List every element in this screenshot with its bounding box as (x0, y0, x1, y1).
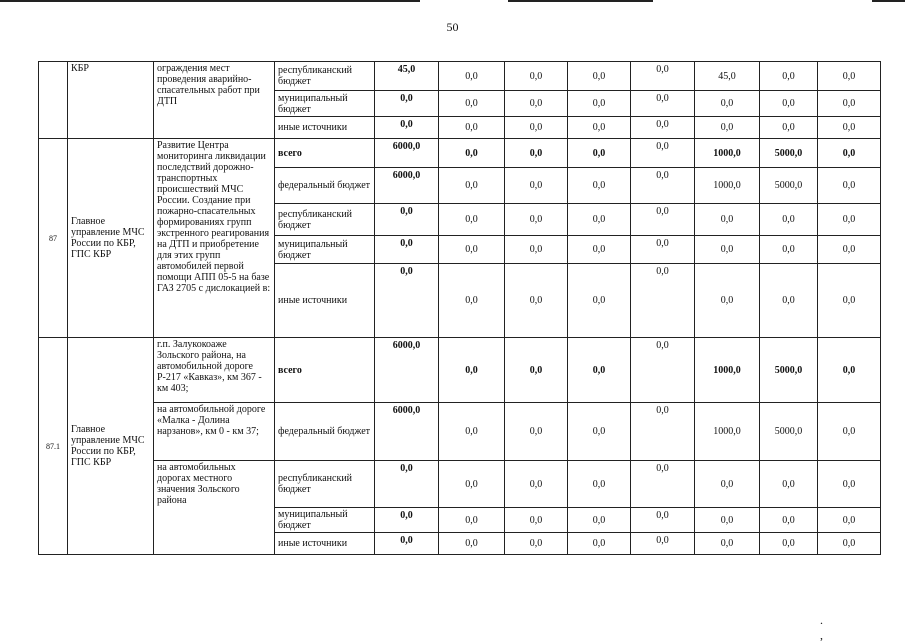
year-value: 0,0 (439, 338, 505, 403)
year-value: 0,0 (818, 117, 881, 139)
year-value: 0,0 (568, 117, 631, 139)
year-value: 0,0 (695, 91, 760, 117)
table-row (39, 62, 881, 91)
footer-marks: . , (820, 613, 853, 642)
year-value: 0,0 (505, 139, 568, 168)
year-value: 0,0 (818, 236, 881, 264)
year-value: 0,0 (818, 338, 881, 403)
year-value: 0,0 (505, 338, 568, 403)
year-value: 0,0 (818, 461, 881, 508)
table-row (39, 461, 881, 508)
year-value: 0,0 (439, 62, 505, 91)
total-value: 0,0 (375, 91, 439, 117)
year-value: 45,0 (695, 62, 760, 91)
year-value: 0,0 (439, 264, 505, 338)
year-value: 0,0 (760, 62, 818, 91)
year-value: 0,0 (568, 236, 631, 264)
year-value: 0,0 (439, 508, 505, 533)
year-value: 0,0 (568, 461, 631, 508)
year-value: 1000,0 (695, 139, 760, 168)
year-value: 0,0 (631, 338, 695, 403)
funding-source: иные источники (275, 117, 375, 139)
year-value: 0,0 (760, 91, 818, 117)
top-rule-left (0, 0, 420, 2)
funding-source: республиканский бюджет (275, 461, 375, 508)
year-value: 0,0 (505, 533, 568, 555)
year-value: 0,0 (631, 204, 695, 236)
year-value: 0,0 (439, 91, 505, 117)
year-value: 0,0 (760, 204, 818, 236)
funding-source: муниципальный бюджет (275, 236, 375, 264)
year-value: 0,0 (505, 168, 568, 204)
year-value: 0,0 (695, 533, 760, 555)
total-value: 0,0 (375, 117, 439, 139)
funding-source: федеральный бюджет (275, 168, 375, 204)
year-value: 0,0 (818, 204, 881, 236)
year-value: 5000,0 (760, 403, 818, 461)
table-body (39, 62, 881, 555)
funding-source: муниципальный бюджет (275, 91, 375, 117)
year-value: 0,0 (568, 139, 631, 168)
year-value: 0,0 (818, 508, 881, 533)
year-value: 5000,0 (760, 139, 818, 168)
total-value: 0,0 (375, 204, 439, 236)
year-value: 0,0 (695, 508, 760, 533)
year-value: 0,0 (631, 264, 695, 338)
year-value: 0,0 (631, 461, 695, 508)
total-value: 0,0 (375, 236, 439, 264)
year-value: 0,0 (631, 533, 695, 555)
year-value: 0,0 (631, 168, 695, 204)
year-value: 0,0 (695, 236, 760, 264)
funding-source: муниципальный бюджет (275, 508, 375, 533)
year-value: 1000,0 (695, 338, 760, 403)
measure-description-part: на автомобильных дорогах местного значения Зольского района (154, 461, 275, 555)
year-value: 0,0 (439, 204, 505, 236)
year-value: 0,0 (439, 139, 505, 168)
year-value: 0,0 (439, 236, 505, 264)
measure-description-part: на автомобильной дороге «Малка - Долина нарзанов», км 0 - км 37; (154, 403, 275, 461)
total-value: 0,0 (375, 533, 439, 555)
budget-table (38, 61, 881, 555)
year-value: 0,0 (760, 533, 818, 555)
year-value: 0,0 (439, 168, 505, 204)
year-value: 0,0 (695, 204, 760, 236)
year-value: 1000,0 (695, 403, 760, 461)
year-value: 0,0 (505, 403, 568, 461)
year-value: 0,0 (760, 264, 818, 338)
year-value: 0,0 (631, 236, 695, 264)
top-rule-right (508, 0, 653, 2)
year-value: 0,0 (568, 62, 631, 91)
year-value: 0,0 (631, 403, 695, 461)
year-value: 0,0 (695, 461, 760, 508)
year-value: 5000,0 (760, 168, 818, 204)
year-value: 0,0 (760, 508, 818, 533)
year-value: 0,0 (439, 117, 505, 139)
year-value: 0,0 (505, 117, 568, 139)
year-value: 0,0 (568, 338, 631, 403)
year-value: 0,0 (505, 461, 568, 508)
year-value: 0,0 (631, 62, 695, 91)
year-value: 0,0 (818, 62, 881, 91)
year-value: 0,0 (818, 403, 881, 461)
funding-source: иные источники (275, 264, 375, 338)
year-value: 0,0 (760, 117, 818, 139)
funding-source: федеральный бюджет (275, 403, 375, 461)
year-value: 0,0 (631, 139, 695, 168)
total-value: 6000,0 (375, 403, 439, 461)
year-value: 0,0 (568, 204, 631, 236)
total-value: 0,0 (375, 508, 439, 533)
year-value: 0,0 (505, 91, 568, 117)
page-number: 50 (446, 20, 459, 34)
year-value: 0,0 (760, 461, 818, 508)
year-value: 0,0 (568, 533, 631, 555)
year-value: 0,0 (695, 264, 760, 338)
year-value: 0,0 (505, 204, 568, 236)
executor-cell: Главное управление МЧС России по КБР, ГПС КБР (68, 139, 154, 338)
table-row (39, 139, 881, 168)
year-value: 0,0 (631, 508, 695, 533)
year-value: 0,0 (568, 508, 631, 533)
total-value: 45,0 (375, 62, 439, 91)
year-value: 0,0 (568, 168, 631, 204)
row-number (39, 62, 68, 139)
year-value: 0,0 (439, 403, 505, 461)
year-value: 0,0 (760, 236, 818, 264)
measure-description: ограждения мест проведения аварийно-спасательных работ при ДТП (154, 62, 275, 139)
total-value: 6000,0 (375, 139, 439, 168)
year-value: 5000,0 (760, 338, 818, 403)
row-number: 87 (39, 139, 68, 338)
year-value: 0,0 (568, 403, 631, 461)
year-value: 0,0 (695, 117, 760, 139)
measure-description: Развитие Центра мониторинга ликвидации последствий дорожно-транспортных происшествий МЧС России. Создание при пожарно-спасательных формированиях групп экстренного реагирования на ДТП и приобретение для этих групп автомобилей первой помощи АПП 05-5 на базе ГАЗ 2705 с дислокацией в: (154, 139, 275, 338)
year-value: 0,0 (631, 117, 695, 139)
total-value: 0,0 (375, 264, 439, 338)
year-value: 0,0 (818, 168, 881, 204)
year-value: 0,0 (439, 533, 505, 555)
year-value: 0,0 (505, 62, 568, 91)
row-number: 87.1 (39, 338, 68, 555)
funding-source: всего (275, 338, 375, 403)
executor-cell: Главное управление МЧС России по КБР, ГПС КБР (68, 338, 154, 555)
year-value: 0,0 (818, 139, 881, 168)
total-value: 6000,0 (375, 168, 439, 204)
year-value: 0,0 (505, 508, 568, 533)
year-value: 0,0 (505, 236, 568, 264)
year-value: 0,0 (505, 264, 568, 338)
top-rule-corner (872, 0, 905, 2)
year-value: 0,0 (818, 264, 881, 338)
year-value: 0,0 (631, 91, 695, 117)
year-value: 0,0 (818, 533, 881, 555)
executor-cell: КБР (68, 62, 154, 139)
funding-source: всего (275, 139, 375, 168)
funding-source: иные источники (275, 533, 375, 555)
total-value: 6000,0 (375, 338, 439, 403)
year-value: 1000,0 (695, 168, 760, 204)
table-row (39, 338, 881, 403)
year-value: 0,0 (568, 264, 631, 338)
total-value: 0,0 (375, 461, 439, 508)
year-value: 0,0 (568, 91, 631, 117)
year-value: 0,0 (439, 461, 505, 508)
funding-source: республиканский бюджет (275, 62, 375, 91)
funding-source: республиканский бюджет (275, 204, 375, 236)
table-row (39, 403, 881, 461)
year-value: 0,0 (818, 91, 881, 117)
measure-description-part: г.п. Залукокоаже Зольского района, на автомобильной дороге Р-217 «Кавказ», км 367 - км 403; (154, 338, 275, 403)
